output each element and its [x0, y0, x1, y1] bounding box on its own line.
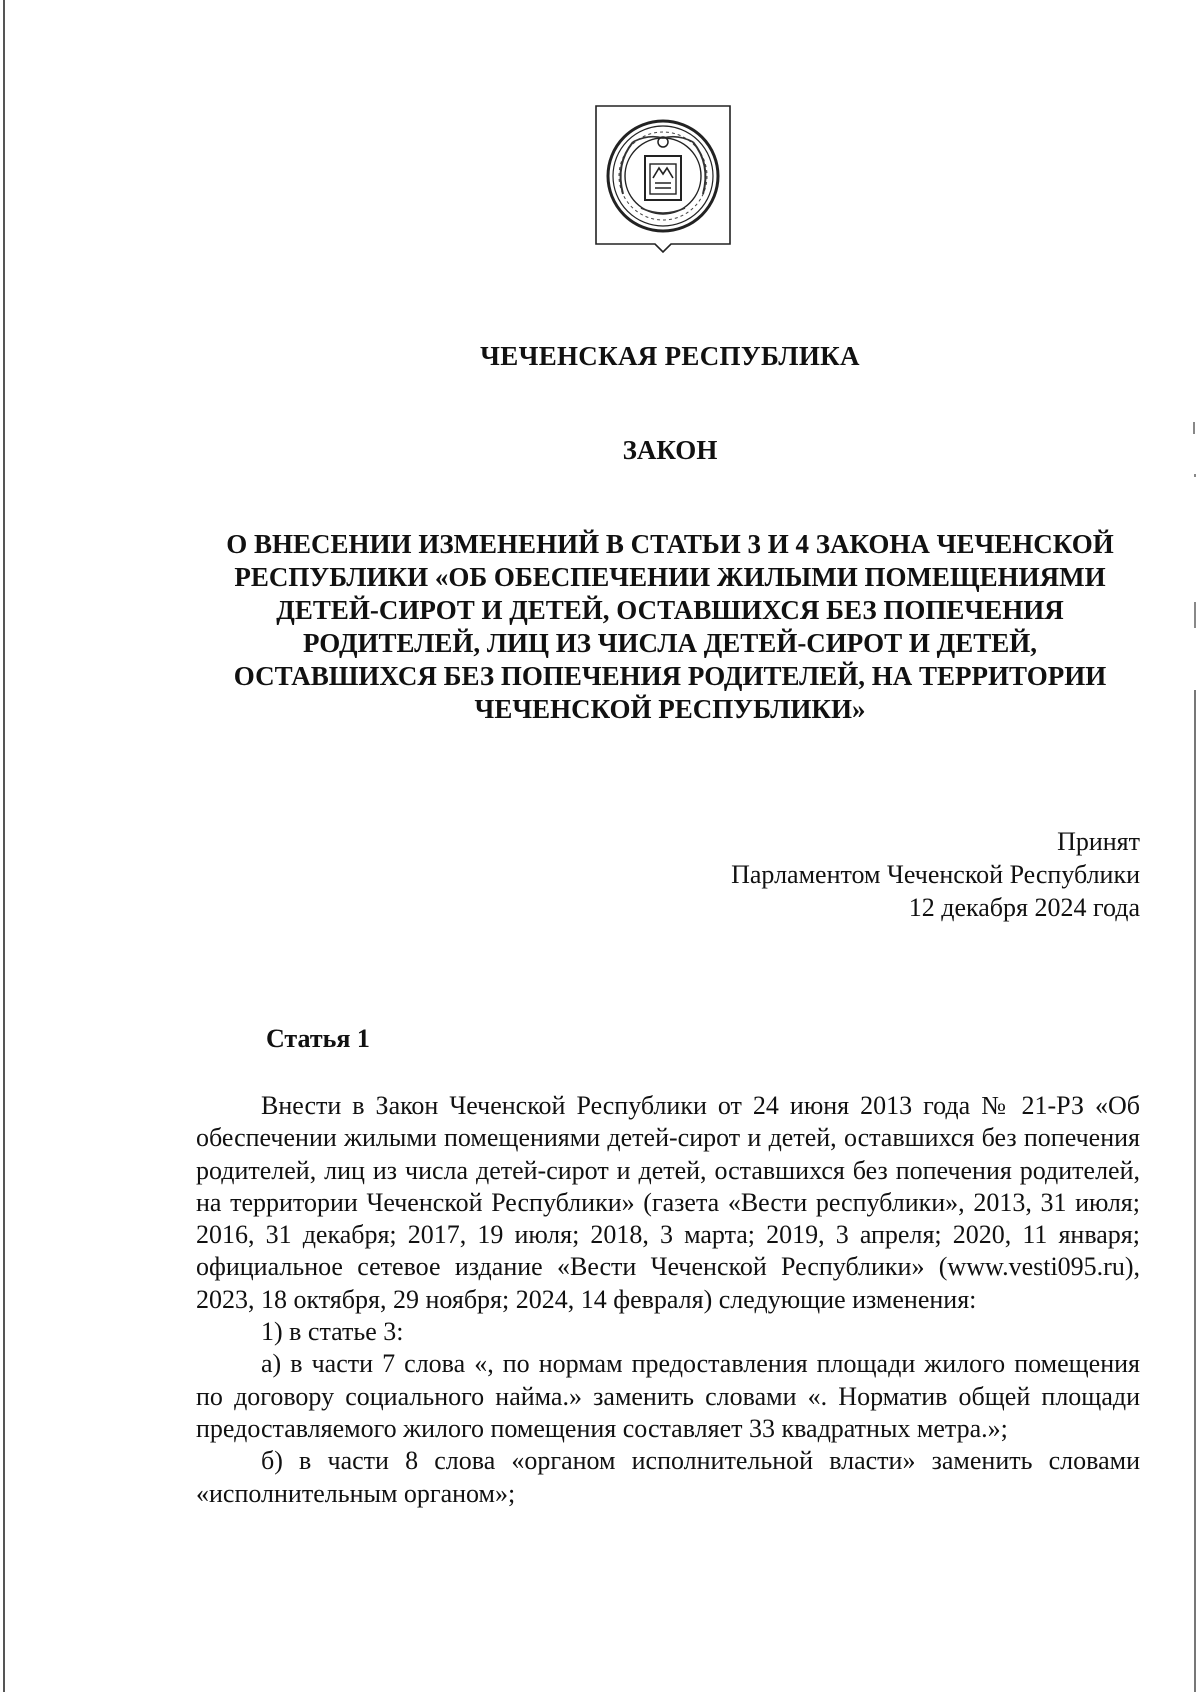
article-1-paragraph: 1) в статье 3: [261, 1317, 404, 1347]
adoption-line-accepted: Принят [1057, 827, 1140, 856]
scan-speck [1194, 602, 1196, 628]
adoption-line-parliament: Парламентом Чеченской Республики [731, 860, 1140, 889]
country-heading: ЧЕЧЕНСКАЯ РЕСПУБЛИКА [480, 341, 860, 371]
coat-of-arms-emblem [593, 104, 733, 274]
scan-edge-left [3, 0, 5, 1692]
article-1-body [196, 1090, 1140, 1510]
article-1-paragraph: б) в части 8 слова «органом исполнительной власти» заменить словами «исполнительным органом»; [196, 1446, 1140, 1508]
scan-edge-right [1194, 690, 1196, 1692]
scan-speck [1193, 422, 1195, 434]
adoption-line-date: 12 декабря 2024 года [908, 893, 1140, 922]
document-type-heading: ЗАКОН [622, 435, 718, 465]
law-title: О ВНЕСЕНИИ ИЗМЕНЕНИЙ В СТАТЬИ 3 И 4 ЗАКОНА ЧЕЧЕНСКОЙ РЕСПУБЛИКИ «ОБ ОБЕСПЕЧЕНИИ ЖИЛЫМИ ПОМЕЩЕНИЯМИ ДЕТЕЙ-СИРОТ И ДЕТЕЙ, ОСТАВШИХСЯ БЕЗ ПОПЕЧЕНИЯ РОДИТЕЛЕЙ, ЛИЦ ИЗ ЧИСЛА ДЕТЕЙ-СИРОТ И ДЕТЕЙ, ОСТАВШИХСЯ БЕЗ ПОПЕЧЕНИЯ РОДИТЕЛЕЙ, НА ТЕРРИТОРИИ ЧЕЧЕНСКОЙ РЕСПУБЛИКИ» [226, 529, 1114, 724]
adoption-block [560, 825, 1140, 924]
article-1-heading: Статья 1 [266, 1024, 370, 1053]
scan-speck [1194, 474, 1196, 477]
article-1-paragraph: Внести в Закон Чеченской Республики от 24 июня 2013 года № 21-РЗ «Об обеспечении жилыми помещениями детей-сирот и детей, оставшихся без попечения родителей, лиц из числа детей-сирот и детей, оставшихся без попечения родителей, на территории Чеченской Республики» (газета «Вести республики», 2013, 31 июля; 2016, 31 декабря; 2017, 19 июля; 2018, 3 марта; 2019, 3 апреля; 2020, 11 января; официальное сетевое издание «Вести Чеченской Республики» (www.vesti095.ru), 2023, 18 октября, 29 ноября; 2024, 14 февраля) следующие изменения: [196, 1091, 1140, 1314]
article-1-paragraph: а) в части 7 слова «, по нормам предоставления площади жилого помещения по договору социального найма.» заменить словами «. Норматив общей площади предоставляемого жилого помещения составляет 33 квадратных метра.»; [196, 1349, 1140, 1443]
